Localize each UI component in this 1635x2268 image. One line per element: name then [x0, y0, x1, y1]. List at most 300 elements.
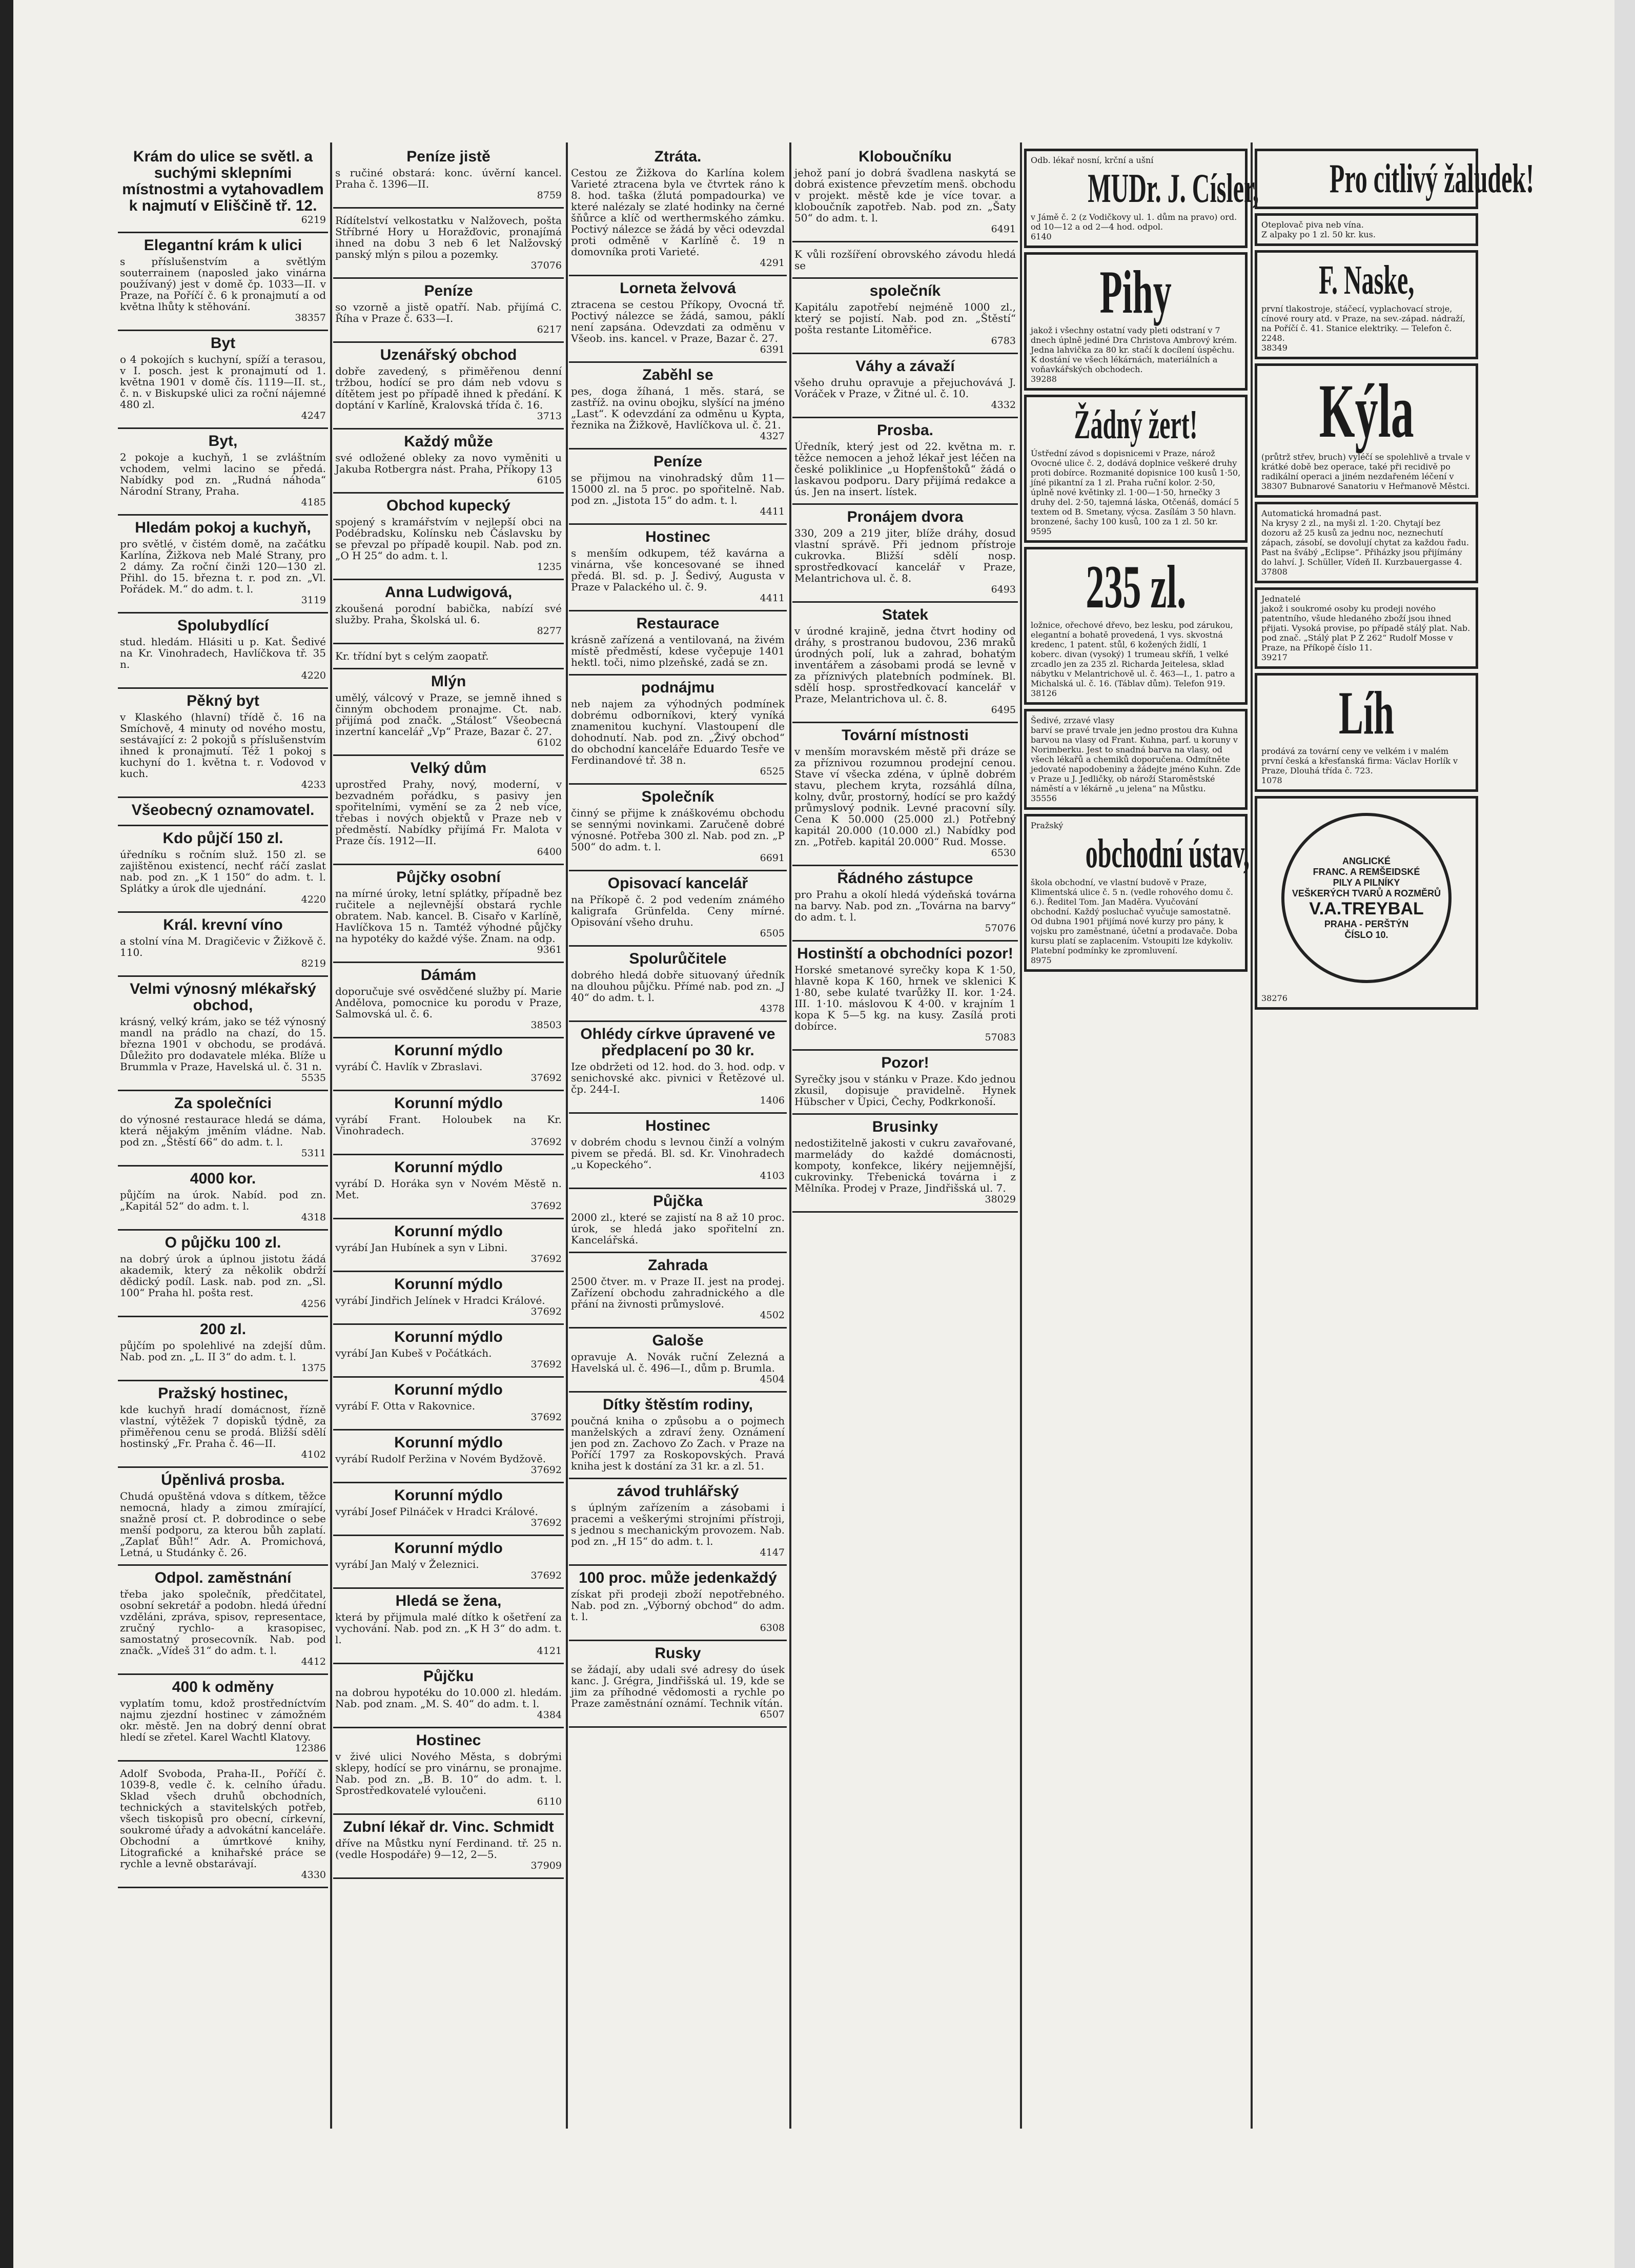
ad-display-heading — [1261, 370, 1471, 452]
classified-ad — [1255, 673, 1478, 792]
ad-heading: Korunní mýdlo — [394, 1381, 503, 1398]
ad-body: krásně zařízená a ventilovaná, na živém místě předměstí, kdese vyčepuje 1401 hektl. toči, nimo plzeňské, zadá se zn. — [571, 634, 785, 668]
ad-body: Adolf Svoboda, Praha-II., Poříčí č. 1039-8, vedle č. k. celního úřadu. Sklad všech druhů obchodních, technických a stavitelských potřeb, všech tiskopisů pro obecní, církevní, soukromé úřady a advokátní kanceláře. Obchodní a úmrtkové knihy, Litografické a knihařské práce se rychle a levně obstarávají. — [120, 1767, 326, 1870]
ad-heading: Mlýn — [431, 673, 466, 690]
classified-ad — [333, 1272, 564, 1325]
ad-body: Kr. třídní byt s celým zaopatř. — [335, 650, 489, 662]
classified-ad — [118, 1566, 328, 1675]
stamp-line: ANGLICKÉ — [1342, 855, 1391, 866]
ad-number: 4502 — [760, 1310, 785, 1321]
ad-heading: Pěkný byt — [187, 692, 259, 709]
classified-ad — [118, 798, 328, 826]
ad-body: činný se přijme k znáškovému obchodu se sennými novinkami. Zaručeně dobré výnosné. Potřeba 300 zl. Nab. pod zn. „P 500“ do adm. t. l. — [571, 807, 785, 853]
ad-heading: Řádného zástupce — [837, 870, 973, 887]
classified-ad — [569, 363, 787, 449]
classified-ad — [792, 505, 1018, 603]
ad-heading: Korunní mýdlo — [394, 1276, 503, 1293]
ad-body: pro Prahu a okolí hledá výdeňská továrna na barvy. Nab. pod zn. „Továrna na barvy“ do adm. t. l. — [794, 888, 1016, 923]
ad-number: 4411 — [760, 506, 785, 517]
ad-heading: Galoše — [652, 1332, 704, 1349]
ad-heading: Hostinec — [645, 528, 710, 545]
ad-number: 38029 — [985, 1194, 1016, 1205]
ad-heading: 200 zl. — [199, 1321, 247, 1338]
classified-ad — [118, 516, 328, 614]
ad-heading: Půjčku — [423, 1668, 474, 1685]
ad-heading: Obchod kupecký — [386, 497, 510, 514]
classified-ad — [1024, 149, 1259, 248]
ad-number: 37692 — [530, 1359, 562, 1370]
ad-body: všeho druhu opravuje a přejuchovává J. Voráček v Praze, v Žitné ul. č. 10. — [794, 376, 1016, 400]
ad-number: 37692 — [530, 1517, 562, 1528]
ad-number: 4504 — [760, 1374, 785, 1385]
classified-ad — [333, 430, 564, 494]
ad-number: 9595 — [1031, 526, 1052, 536]
classified-ad — [792, 942, 1018, 1051]
ad-number: 6691 — [760, 852, 785, 864]
ad-number: 37076 — [530, 260, 562, 271]
ad-heading: Šedivé, zrzavé vlasy — [1031, 716, 1115, 725]
column-3 — [569, 145, 787, 2131]
ad-heading: O půjčku 100 zl. — [165, 1234, 281, 1251]
ad-number: 57076 — [985, 923, 1016, 934]
ad-number: 8277 — [537, 625, 562, 637]
ad-number: 1235 — [537, 561, 562, 573]
ad-body: Rídítelství velkostatku v Nalžovech, pošta Stříbrné Hory u Horažďovic, pronajímá ihned na dobu 3 neb 6 let Nalžovský panský mlýn s pilou a pozemky. — [335, 214, 562, 260]
ad-heading: Korunní mýdlo — [394, 1329, 503, 1345]
ad-body: Ústřední závod s dopisnicemi v Praze, nárož Ovocné ulice č. 2, dodává doplnice veškeré druhy proti dobírce. Rozmanité dopisnice 100 kusů 1·50, jíné pikantní za 1 zl. Praha ruční kolor. 2·50, úplně nové květinky zl. 1·00—1·50, hrnečky 3 druhy del. 2·50, tajemná láska, Otčenáš, domácí 5 textem od B. Smetany, výcsa. Zasílám 3 50 hlavn. bronzené, šachy 100 kusů, 100 za 1 zl. 50 kr. — [1031, 448, 1241, 526]
ad-number: 4411 — [760, 592, 785, 604]
classified-ad — [118, 1167, 328, 1231]
ad-body: dříve na Můstku nyní Ferdinand. tř. 25 n. (vedle Hospodáře) 9—12, 2—5. — [335, 1837, 562, 1861]
classified-ad — [569, 1641, 787, 1728]
ad-heading: 100 proc. může jedenkaždý — [579, 1569, 777, 1586]
ad-heading: Statek — [882, 606, 929, 623]
column-rule — [1251, 142, 1253, 2129]
ad-heading: Byt — [210, 335, 236, 352]
classified-ad — [792, 242, 1018, 279]
classified-ad — [792, 279, 1018, 354]
classified-ad — [569, 871, 787, 947]
ad-heading: společník — [869, 282, 941, 299]
classified-ad — [1024, 547, 1248, 705]
ad-heading: závod truhlářský — [617, 1483, 739, 1500]
classified-ad — [792, 723, 1018, 866]
ad-body: spojený s kramářstvím v nejlepší obci na Podébradsku, Kolínsku neb Čáslavsku by se převzal po případě koupil. Nab. pod zn. „O H 25“ do adm. t. l. — [335, 516, 562, 562]
ad-heading: Jednatelé — [1261, 594, 1301, 604]
ad-number: 38276 — [1261, 993, 1287, 1003]
ad-body: 2500 čtver. m. v Praze II. jest na prodej. Zařízení obchodu zahradnického a dle přání na živnosti průmyslové. — [571, 1275, 785, 1310]
classified-ad — [1024, 252, 1248, 391]
classified-ad — [333, 1219, 564, 1272]
ad-number: 6110 — [537, 1796, 562, 1807]
ad-heading: Kloboučníku — [859, 148, 952, 165]
ad-body: pro světlé, v čistém domě, na začátku Karlína, Žižkova neb Malé Strany, pro 2 dámy. Za roční činži 120—130 zl. Přihl. do 15. března t. r. pod zn. „Vl. Pořádek. M.“ do adm. t. l. — [120, 538, 326, 595]
classified-ad — [1255, 149, 1535, 209]
ad-number: 39217 — [1261, 652, 1287, 662]
ad-display-heading — [1261, 155, 1535, 202]
ad-number: 1406 — [760, 1095, 785, 1106]
classified-ad — [333, 1536, 564, 1589]
ad-display-text: Žádný žert! — [1074, 402, 1198, 447]
ad-number: 38349 — [1261, 343, 1287, 353]
ad-heading: Pražský hostinec, — [158, 1385, 288, 1402]
ad-number: 39288 — [1031, 374, 1057, 384]
ad-number: 5311 — [301, 1148, 326, 1159]
ad-heading: Ztráta. — [654, 148, 702, 165]
ad-number: 8759 — [537, 190, 562, 201]
ad-heading: Spolubydlící — [177, 617, 269, 634]
ad-body: první tlakostroje, stáčecí, vyplachovací stroje, cínové roury atd. v Praze, na sev.-západ. nádraží, na Poříčí č. 41. Stanice elektriky. — Telefon č. 2248. — [1261, 304, 1465, 343]
ad-body: se přijmou na vinohradský dům 11—15000 zl. na 5 proc. po spořitelně. Nab. pod zn. „Jistota 15“ do adm. t. l. — [571, 472, 785, 506]
ad-body: Syrečky jsou v stánku v Praze. Kdo jednou zkusil, dopisuje pravidelně. Hynek Hübscher v Úpici, Čechy, Podkrkonoší. — [794, 1073, 1016, 1108]
classified-ad — [792, 1115, 1018, 1213]
ad-number: 6493 — [991, 584, 1016, 595]
ad-number: 4330 — [301, 1869, 326, 1881]
ad-number: 1078 — [1261, 775, 1282, 785]
ad-number: 37692 — [530, 1412, 562, 1423]
ad-body: která by přijmula malé dítko k ošetření za vychování. Nab. pod zn. „K H 3“ do adm. t. l. — [335, 1611, 562, 1646]
classified-ad — [792, 603, 1018, 723]
ad-body: krásný, velký krám, jako se též výnosný mandl na prádlo na chazí, do 15. března 1901 v obchodu, se prodává. Důležito pro dodavatele mléka. Blíže u Brummla v Praze, Havelská ul. č. 31 n. — [120, 1015, 326, 1073]
ad-number: 6783 — [991, 335, 1016, 346]
classified-ad — [333, 580, 564, 644]
ad-number: 1375 — [301, 1362, 326, 1374]
classified-ad — [333, 644, 564, 669]
ad-heading: Váhy a závaží — [855, 358, 955, 375]
classified-ad — [569, 947, 787, 1022]
ad-number: 6219 — [301, 214, 326, 226]
ad-number: 3713 — [537, 411, 562, 422]
column-4 — [792, 145, 1018, 2131]
ad-number: 38503 — [530, 1019, 562, 1031]
classified-ad — [333, 1589, 564, 1664]
classified-ad — [118, 1317, 328, 1381]
ad-heading: Velký dům — [410, 760, 487, 777]
ad-number: 12386 — [295, 1743, 326, 1754]
ad-number: 4378 — [760, 1003, 785, 1014]
ad-number: 4185 — [301, 497, 326, 508]
classified-ad — [333, 343, 564, 430]
ad-number: 37692 — [530, 1200, 562, 1212]
classified-ad — [118, 977, 328, 1091]
ad-number: 5535 — [301, 1072, 326, 1084]
ad-body: dobrého hledá dobře situovaný úředník na dlouhou půjčku. Přímé nab. pod zn. „J 40“ do adm. t. l. — [571, 969, 785, 1004]
ad-number: 37692 — [530, 1464, 562, 1476]
ad-heading: Dámám — [420, 967, 477, 984]
ad-body: vyrábí Rudolf Peržina v Novém Bydžově. — [335, 1453, 546, 1465]
ad-display-heading — [1031, 401, 1241, 448]
ad-heading: Brusinky — [872, 1118, 938, 1135]
classified-ad — [333, 1325, 564, 1378]
ad-body: ložnice, ořechové dřevo, bez lesku, pod zárukou, elegantní a bohatě provedená, 1 vys. skvostná kredenc, 1 patent. stůl, 6 kožených židlí, 1 koberc. divan (vysoký) 1 trumeau skříň, 1 velké zrcadlo jen za 235 zl. Richarda Jeitelesa, sklad nábytku v Melantrichově ul. č. 463—I., 1. patro a Michalská ul. č. 16. (Táblav dům). Telefon 919. — [1031, 620, 1235, 688]
ad-display-heading — [1031, 165, 1259, 212]
classified-ad — [1255, 796, 1478, 1010]
ad-heading: Hostinec — [645, 1117, 710, 1134]
ad-body: so vzorně a jistě opatří. Nab. přijímá C. Říha v Praze č. 633—I. — [335, 301, 562, 324]
classified-ad — [569, 611, 787, 676]
classified-ad — [569, 785, 787, 871]
ad-body: Ize obdržeti od 12. hod. do 3. hod. odp. v senichovské akc. pivnici v Řetězové ul. čp. 244-I. — [571, 1060, 785, 1095]
classified-ad — [333, 279, 564, 343]
ad-number: 4247 — [301, 410, 326, 421]
ad-body: půjčím po spolehlivé na zdejší dům. Nab. pod zn. „L. II 3“ do adm. t. l. — [120, 1339, 326, 1363]
classified-ad — [118, 689, 328, 798]
ad-body: vyrábí Jan Malý v Železnici. — [335, 1558, 479, 1570]
classified-ad — [1024, 814, 1248, 972]
classified-ad — [333, 1815, 564, 1879]
ad-heading: Restaurace — [636, 615, 720, 632]
ad-heading: Zaběhl se — [642, 366, 713, 383]
ad-number: 6525 — [760, 766, 785, 777]
ad-display-heading — [1261, 680, 1471, 746]
ad-number: 6495 — [991, 704, 1016, 716]
ad-body: na dobrý úrok a úplnou jistotu žádá akademik, který za několik obdrží dědický podíl. Lask. nab. pod zn. „Sl. 100“ Praha hl. pošta rest. — [120, 1253, 326, 1299]
ad-display-text: obchodní ústav, — [1085, 831, 1250, 876]
ad-number: 6391 — [760, 344, 785, 355]
classified-ad — [569, 449, 787, 525]
ad-number: 37808 — [1261, 567, 1287, 577]
ad-body: Kapitálu zapotřebí nejméně 1000 zl., který se pojistí. Nab. pod zn. „Štěstí“ pošta restante Litoměřice. — [794, 301, 1016, 336]
classified-ad — [792, 1051, 1018, 1115]
classified-ad — [1255, 363, 1478, 498]
ad-number: 6400 — [537, 846, 562, 857]
ad-body: s menším odkupem, též kavárna a vinárna, vše koncesované se ihned předá. Bl. sd. p. J. Šedivý, Augusta v Praze v Palackého ul. č. 9. — [571, 547, 785, 593]
ad-body: získat při prodeji zboží nepotřebného. Nab. pod zn. „Výborný obchod“ do adm. t. l. — [571, 1588, 785, 1623]
ad-display-heading — [1031, 259, 1241, 325]
ad-body: v Jámě č. 2 (z Vodičkovy ul. 1. dům na pravo) ord. od 10—12 a od 2—4 hod. odpol. — [1031, 212, 1237, 232]
ad-heading: Půjčka — [653, 1193, 703, 1210]
ad-display-heading — [1031, 830, 1250, 877]
classified-ad — [333, 865, 564, 963]
page-edge-right — [1614, 0, 1635, 2268]
classified-ad — [569, 1253, 787, 1329]
classified-ad — [333, 756, 564, 865]
column-1 — [118, 145, 328, 2131]
ad-heading: Oteplovač piva neb vína. — [1261, 220, 1364, 230]
ad-display-text: F. Naske, — [1318, 258, 1415, 303]
ad-heading: Opisovací kancelář — [607, 875, 748, 892]
ad-body: kde kuchyň hradí domácnost, řízně vlastní, výtěžek 7 dopisků týdně, za přiměřenou cenu se prodá. Bližší sdělí hostinský „Fr. Praha č. 46—II. — [120, 1403, 326, 1449]
ad-body: K vůli rozšíření obrovského závodu hledá se — [794, 248, 1016, 272]
ad-body: 2000 zl., které se zajistí na 8 až 10 proc. úrok, se hledá jako spořitelní zn. Kancelářská. — [571, 1211, 785, 1246]
ad-body: 330, 209 a 219 jiter, blíže dráhy, dosud vlastní správě. Při jednom přístroje cukrovka. Bližší sdělí nosp. sprostředkovací kancelář v Praze, Melantrichova ul. č. 8. — [794, 527, 1016, 584]
ad-heading: Korunní mýdlo — [394, 1095, 503, 1112]
ad-body: v dobrém chodu s levnou činží a volným pivem se předá. Bl. sd. Kr. Vinohradech „u Kopeckého“. — [571, 1136, 785, 1171]
classified-ad — [569, 1393, 787, 1479]
column-5 — [1023, 145, 1259, 2131]
ad-number: 4327 — [760, 431, 785, 442]
classified-ad — [118, 913, 328, 977]
ad-heading: Hostinec — [416, 1732, 481, 1749]
ad-heading: Krám do ulice se světl. a suchými sklepními místnostmi a vytahovadlem k najmutí v Eliščině tř. 12. — [122, 148, 324, 214]
ad-body: půjčím na úrok. Nabíd. pod zn. „Kapitál 52“ do adm. t. l. — [120, 1189, 326, 1212]
ad-body: s příslušenstvím a světlým souterrainem (naposled jako vinárna používaný) jest v domě čp. 1033—II. v Praze, na Poříčí č. 6 k pronajmutí a od května lhůty k stěhování. — [120, 255, 326, 313]
ad-body: barví se pravé trvale jen jedno prostou dra Kuhna barvou na vlasy od Frant. Kuhna, parf. u koruny v Norimberku. Jest to snadná barva na vlasy, od všech lékařů a chemiků doporučena. Odmítněte jedovaté napodobeniny a žádejte jméno Kuhn. Zde v Praze u J. Jedličky, ob nároží Staroměstské náměstí a v lékárně „u jelena“ na Můstku. — [1031, 725, 1241, 793]
classified-ad — [118, 1231, 328, 1317]
ad-display-text: 235 zl. — [1086, 553, 1186, 621]
ad-body: vyrábí Frant. Holoubek na Kr. Vinohradech. — [335, 1113, 562, 1137]
ad-number: 38126 — [1031, 688, 1057, 698]
classified-ad — [792, 418, 1018, 505]
ad-heading: Spolurůčitele — [629, 950, 727, 967]
ad-body: (průtrž střev, bruch) vyléčí se spolehlivě a trvale v krátké době bez operace, také při recidivě po radikální operaci a jiném nezdařeném léčení v 38307 Bubnarové Sanatoriu v Heřmanově Městci. — [1261, 452, 1470, 491]
ad-body: Z alpaky po 1 zl. 50 kr. kus. — [1261, 230, 1376, 239]
ad-heading: Uzenářský obchod — [380, 346, 517, 363]
ad-heading: Korunní mýdlo — [394, 1434, 503, 1451]
classified-ad — [569, 525, 787, 611]
ad-number: 4102 — [301, 1449, 326, 1460]
ad-display-heading — [1261, 257, 1471, 304]
ad-number: 4147 — [760, 1547, 785, 1558]
ad-number: 9361 — [537, 944, 562, 955]
classified-ad — [333, 1483, 564, 1536]
classified-ad — [118, 826, 328, 913]
ad-heading: Byt, — [208, 433, 238, 449]
ad-number: 6530 — [991, 847, 1016, 859]
stamp-line: PILY A PILNÍKY — [1333, 877, 1400, 888]
classified-ad — [118, 1675, 328, 1762]
ad-number: 37692 — [530, 1136, 562, 1148]
ad-heading: Pronájem dvora — [847, 508, 964, 525]
ad-body: Úředník, který jest od 22. května m. r. těžce nemocen a jehož lékař jest léčen na české poliklinice „u Hopfenštoků“ žádá o laskavou podporu. Dary přijímá redakce a ús. Jen na insert. lístek. — [794, 440, 1016, 498]
ad-heading: Peníze jistě — [406, 148, 490, 165]
ad-body: opravuje A. Novák ruční Zelezná a Havelská ul. č. 496—I., dům p. Brumla. — [571, 1351, 785, 1374]
ad-body: neb najem za výhodných podmínek dobrému odborníkovi, který vyníká znamenitou kuchyní. Vlastoupení dle dohodnutí. Nab. pod zn. „Živý obchod“ do obchodní kanceláře Eduardo Tesře ve Ferdinandové tř. 38 n. — [571, 698, 785, 766]
ad-heading: Odb. lékař nosní, krční a ušní — [1031, 155, 1154, 165]
ad-body: Horské smetanové syrečky kopa K 1·50, hlavně kopa K 160, hrnek ve sklenici K 1·80, sebe kulaté tvarůžky II. kor. 1·24. III. 1·10. máslovou K 4·00. v krajním 1 kopa K 5—5 kg. na kusy. Zasílá proti dobírce. — [794, 964, 1016, 1032]
ad-heading: Pražský — [1031, 821, 1064, 830]
column-2 — [333, 145, 564, 2131]
ad-heading: Půjčky osobní — [396, 869, 501, 886]
ad-body: v menším moravském městě při dráze se za příznivou rozumnou prodejní cenou. Stave ví všecka zdéna, v úplně dobrém stavu, plechem kryta, rozsáhlá dílna, kolny, dvůr, prostorný, hodící se pro každý průmyslový podnik. Levné pracovní síly. Cena K 50.000 (25.000 zl.) Potřebný kapitál 20.000 (10.000 zl.) Nabídky pod zn. „Potřeb. kapitál 20.000“ Rud. Mosse. — [794, 745, 1016, 848]
ad-body: nedostižitelně jakosti v cukru zavařované, marmelády do každé domácnosti, kompoty, konfekce, likéry nejjemnější, cukrovinky. Třebenická továrna i z Mělníka. Prodej v Praze, Jindřišská ul. 7. — [794, 1137, 1016, 1194]
ad-number: 4220 — [301, 894, 326, 905]
classified-ad — [1255, 587, 1478, 669]
classified-ad — [118, 614, 328, 689]
ad-number: 37909 — [530, 1860, 562, 1871]
ad-number: 37692 — [530, 1306, 562, 1317]
ad-heading: Korunní mýdlo — [394, 1540, 503, 1557]
ad-heading: Korunní mýdlo — [394, 1159, 503, 1176]
treybal-stamp — [1281, 813, 1452, 983]
ad-heading: Korunní mýdlo — [394, 1223, 503, 1240]
ad-body: poučná kniha o způsobu a o pojmech manželských a zdraví ženy. Oznámení jen pod zn. Zachovo Zo Zach. v Praze na Poříčí 1797 za Roskopovských. Pravá kniha jest k dostání za 31 kr. a zl. 51. — [571, 1415, 785, 1472]
classified-ad — [333, 1378, 564, 1431]
ad-body: vyrábí Jan Hubínek a syn v Libni. — [335, 1241, 508, 1254]
ad-number: 4256 — [301, 1298, 326, 1310]
ad-body: o 4 pokojích s kuchyní, spíží a terasou, v I. posch. jest k pronajmutí od 1. května 1901 v domě čís. 1119—II. st., č. n. v Biskupské ulici za roční nájemné 480 zl. — [120, 353, 326, 411]
classified-ad — [118, 233, 328, 331]
classified-ad — [333, 494, 564, 580]
column-rule — [330, 142, 332, 2129]
classified-ad — [792, 354, 1018, 418]
ad-number: 6102 — [537, 737, 562, 748]
ad-heading: Úpěnlivá prosba. — [161, 1472, 285, 1488]
ad-body: v Klaského (hlavní) třídě č. 16 na Smíchově, 4 minuty od nového mostu, sestávající z: 2 pokojů s příslušenstvím ihned k pronajmutí. Též 1 pokoj s kuchyní do 1. května t. r. Vodovod v kuch. — [120, 711, 326, 780]
ad-heading: Hostinští a obchodníci pozor! — [797, 945, 1013, 962]
classified-ad — [792, 145, 1018, 242]
ad-heading: 4000 kor. — [190, 1170, 256, 1187]
ad-heading: Peníze — [424, 282, 473, 299]
ad-body: vyrábí Jindřich Jelínek v Hradci Králové. — [335, 1294, 545, 1306]
ad-display-heading — [1031, 554, 1241, 620]
ad-display-text: Pro citlivý žaludek! — [1330, 156, 1535, 201]
ad-body: do výnosné restaurace hledá se dáma, která nějakým jměním vládne. Nab. pod zn. „Štěstí 66“ do adm. t. l. — [120, 1113, 326, 1148]
ad-display-text: Pihy — [1099, 258, 1172, 326]
stamp-line: V.A.TREYBAL — [1309, 898, 1424, 918]
ad-body: ztracena se cestou Příkopy, Ovocná tř. Poctivý nálezce se žádá, samou, páklí není zapsána. Odevzdati za odměnu v Všeob. ins. kancel. v Praze, Bazar č. 27. — [571, 298, 785, 344]
ad-body: úředníku s ročním služ. 150 zl. se zajištěnou existencí, nechť ráčí zaslat nab. pod zn. „K 1 150“ do adm. t. l. Splátky a úrok dle ujednání. — [120, 848, 326, 894]
ad-heading: Ohlédy církve úpravené ve předplacení po 30 kr. — [580, 1026, 775, 1059]
ad-heading: Velmi výnosný mlékařský obchod, — [130, 980, 316, 1014]
ad-body: a stolní vína M. Dragičevic v Žižkově č. 110. — [120, 935, 326, 958]
ad-number: 57083 — [985, 1032, 1016, 1043]
classified-ad — [333, 209, 564, 279]
classified-ad — [569, 1479, 787, 1566]
ad-heading: Korunní mýdlo — [394, 1042, 503, 1059]
classified-ad — [1024, 395, 1248, 543]
ad-number: 8219 — [301, 958, 326, 969]
classified-ad — [118, 1468, 328, 1566]
ad-heading: Tovární místnosti — [842, 727, 969, 744]
ad-number: 37692 — [530, 1570, 562, 1581]
ad-body: pes, doga žíhaná, 1 měs. stará, se zastříž. na ovinu obojku, slyšící na jméno „Last“. K odevzdání za odměnu u Kypta, řeznika na Žižkově, Havlíčkova ul. č. 21. — [571, 385, 785, 431]
classified-ad — [333, 1728, 564, 1815]
ad-body: jakož i soukromé osoby ku prodeji nového patentního, všude hledaného zboží jsou ihned přijati. Vysoká provise, po případě stálý plat. Nab. pod znač. „Stálý plat P Z 262“ Rudolf Mosse v Praze, na Příkopě číslo 11. — [1261, 604, 1470, 652]
ad-number: 4384 — [537, 1709, 562, 1721]
ad-heading: Automatická hromadná past. — [1261, 508, 1382, 518]
classified-ad — [569, 676, 787, 785]
classified-ad — [792, 866, 1018, 942]
ad-heading: Elegantní krám k ulici — [144, 237, 302, 254]
ad-body: Chudá opuštěná vdova s dítkem, těžce nemocná, hlady a zimou zmírající, snažně prosí ct. P. dobrodince o sebe menší podporu, za kterou bůh zaplatí. „Zaplať Bůh!“ Adr. A. Promichová, Letná, u Studánky č. 26. — [120, 1490, 326, 1559]
ad-body: doporučuje své osvědčené služby pí. Marie Andělova, pomocnice ku porodu v Praze, Salmovská ul. č. 6. — [335, 985, 562, 1020]
column-rule — [1020, 142, 1022, 2129]
classified-ad — [1024, 709, 1248, 810]
classified-ad — [569, 1022, 787, 1114]
classified-ad — [118, 429, 328, 516]
classified-ad — [333, 1664, 564, 1728]
classified-ad — [569, 276, 787, 363]
ad-body: vyplatím tomu, kdož prostředníctvím najmu zjezdní hostinec v zámožném okr. městě. Jen na dobrý denní obrat hledí se zřetel. Karel Wachtl Klatovy. — [120, 1697, 326, 1743]
ad-number: 6105 — [537, 475, 562, 486]
classified-ad — [333, 963, 564, 1038]
classified-ad — [1255, 213, 1478, 246]
ad-number: 4103 — [760, 1170, 785, 1181]
classified-ad — [1255, 502, 1478, 583]
ad-display-text: MUDr. J. Císler, — [1088, 166, 1259, 211]
stamp-line: ČÍSLO 10. — [1344, 929, 1388, 940]
ad-number: 35556 — [1031, 793, 1057, 803]
ad-number: 6308 — [760, 1622, 785, 1633]
ad-number: 6491 — [991, 223, 1016, 235]
column-rule — [789, 142, 791, 2129]
ad-heading: Anna Ludwigová, — [384, 584, 513, 601]
ad-heading: Odpol. zaměstnání — [154, 1569, 292, 1586]
ad-body: jehož paní jo dobrá švadlena naskytá se dobrá existence převzetím menš. obchodu v projekt. městě kde je více tovar. a kloboučník zapotřeb. Nab. pod zn. „Šaty 50“ do adm. t. l. — [794, 167, 1016, 224]
ad-number: 4121 — [537, 1645, 562, 1657]
classified-ad — [569, 1114, 787, 1189]
ad-body: vyrábí Josef Pilnáček v Hradci Králové. — [335, 1505, 538, 1518]
ad-heading: Rusky — [655, 1645, 701, 1662]
ad-number: 6140 — [1031, 232, 1052, 241]
classified-ad — [1255, 250, 1478, 359]
ad-body: vyrábí Č. Havlík v Zbraslavi. — [335, 1060, 483, 1073]
ad-number: 6507 — [760, 1709, 785, 1720]
ad-heading: Za společníci — [174, 1095, 272, 1112]
classified-ad — [118, 145, 328, 233]
ad-body: zkoušená porodní babička, nabízí své služby. Praha, Školská ul. 6. — [335, 602, 562, 626]
